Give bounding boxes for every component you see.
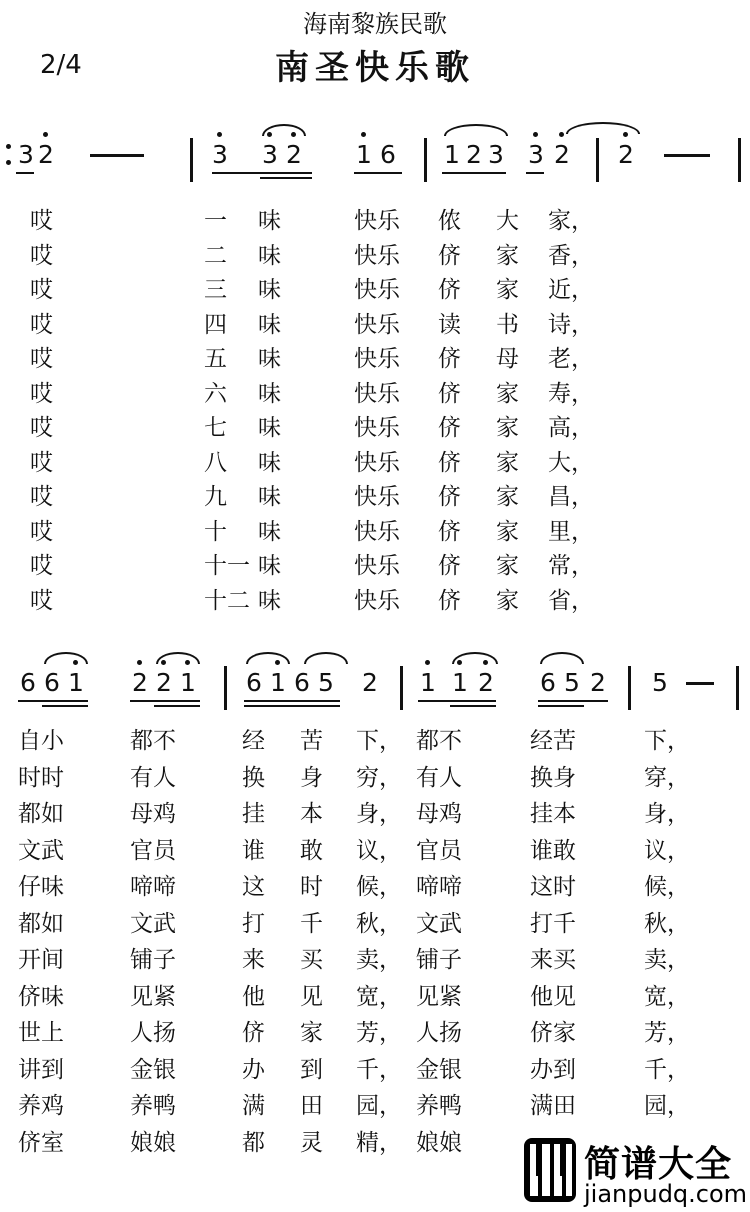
notation-line-2 [0,668,750,718]
lyric-cell: 来买 [530,947,576,973]
octave-dot [361,132,366,137]
lyric-cell: 快乐 [354,587,400,614]
lyric-cell: 侪 [438,449,461,476]
underline [42,705,88,707]
barline [224,666,227,710]
lyric-cell: 下， [644,728,690,754]
lyric-row [0,239,750,273]
lyric-cell: 本 [300,801,323,827]
song-subtitle: 海南黎族民歌 [303,10,447,38]
lyric-cell: 见 [300,983,323,1010]
underline [538,700,608,702]
lyric-cell: 味 [258,380,281,407]
lyric-cell: 十二 [204,587,250,614]
lyric-cell: 味 [258,242,281,269]
lyric-cell: 宽， [356,983,402,1010]
lyric-cell: 时 [300,874,323,900]
lyric-cell: 快乐 [354,380,400,407]
lyric-cell: 书 [496,311,519,338]
lyric-cell: 挂 [242,801,265,827]
underline [354,172,402,174]
lyric-row [0,797,750,831]
lyric-cell: 十 [204,518,227,545]
lyric-row [0,204,750,238]
lyric-cell: 娘娘 [416,1129,462,1156]
lyric-cell: 经苦 [530,728,576,754]
lyric-cell: 昌， [548,484,594,510]
note: 3 [262,140,278,169]
lyric-cell: 快乐 [354,277,400,303]
tie-slur [304,652,348,664]
lyric-row [0,308,750,342]
lyric-cell: 芳， [356,1020,402,1046]
lyric-cell: 铺子 [416,947,462,973]
note: 2 [286,140,302,169]
lyric-cell: 卖， [356,947,402,973]
lyric-cell: 近， [548,277,594,303]
lyric-cell: 仔味 [18,874,64,900]
lyric-row [0,1089,750,1123]
lyric-cell: 这时 [530,874,576,900]
lyric-cell: 侪 [438,380,461,407]
lyric-cell: 哎 [30,208,53,234]
octave-dot [623,132,628,137]
lyric-cell: 哎 [30,380,53,407]
lyric-cell: 常， [548,553,594,579]
lyric-cell: 娘娘 [130,1129,176,1156]
note: 2 [466,140,482,169]
lyric-cell: 侪 [242,1020,265,1046]
lyric-cell: 三 [204,277,227,303]
lyric-row [0,1053,750,1087]
note: 6 [380,140,396,169]
lyric-cell: 二 [204,242,227,269]
lyric-cell: 讲到 [18,1056,64,1083]
note: 1 [444,140,460,169]
lyric-cell: 哎 [30,587,53,614]
underline [418,700,496,702]
piano-keys-icon [522,1136,578,1204]
lyric-row [0,584,750,618]
lyric-row [0,907,750,941]
lyric-cell: 养鸭 [416,1093,462,1119]
underline [260,177,312,179]
octave-dot [137,660,142,665]
lyrics-block-2 [0,724,750,1164]
lyric-cell: 养鸡 [18,1093,64,1119]
lyric-cell: 到 [300,1056,323,1083]
lyric-cell: 办到 [530,1056,576,1083]
lyric-cell: 都不 [130,728,176,754]
note: 6 [44,668,60,697]
lyric-cell: 味 [258,587,281,614]
lyric-cell: 家 [496,553,519,579]
lyric-cell: 快乐 [354,346,400,372]
lyric-cell: 时时 [18,764,64,791]
lyric-cell: 味 [258,484,281,510]
lyric-cell: 铺子 [130,947,176,973]
lyric-cell: 家 [496,380,519,407]
lyric-cell: 身， [356,801,402,827]
lyric-cell: 味 [258,449,281,476]
lyric-cell: 都 [242,1129,265,1156]
lyric-cell: 十一 [204,553,250,579]
tie-slur [540,652,584,664]
lyric-cell: 金银 [416,1056,462,1083]
lyric-cell: 哎 [30,242,53,269]
lyric-cell: 身 [300,764,323,791]
lyric-cell: 四 [204,311,227,338]
lyric-cell: 穷， [356,764,402,791]
tie-slur [566,122,640,134]
lyrics-block-1 [0,204,750,624]
lyric-cell: 候， [356,874,402,900]
note: 2 [156,668,172,697]
note: 2 [132,668,148,697]
lyric-cell: 满 [242,1093,265,1119]
lyric-cell: 文武 [416,910,462,937]
underline [18,700,88,702]
lyric-cell: 侪 [438,553,461,579]
lyric-cell: 侪 [438,346,461,372]
lyric-cell: 敢 [300,837,323,864]
lyric-cell: 有人 [416,764,462,791]
lyric-cell: 官员 [130,837,176,864]
tie-slur [444,124,508,136]
lyric-cell: 九 [204,484,227,510]
lyric-cell: 千， [356,1056,402,1083]
lyric-cell: 侪 [438,484,461,510]
lyric-row [0,411,750,445]
lyric-cell: 母鸡 [416,801,462,827]
lyric-cell: 宽， [644,983,690,1010]
barline [424,138,427,182]
lyric-cell: 身， [644,801,690,827]
lyric-cell: 园， [644,1093,690,1119]
lyric-cell: 快乐 [354,449,400,476]
underline [538,705,584,707]
lyric-cell: 文武 [130,910,176,937]
tie-slur [262,124,306,136]
tie-slur [44,652,88,664]
note: 2 [554,140,570,169]
lyric-cell: 满田 [530,1093,576,1119]
lyric-cell: 诗， [548,311,594,338]
lyric-cell: 下， [356,728,402,754]
lyric-cell: 母 [496,346,519,372]
lyric-cell: 侪 [438,415,461,441]
underline [212,172,312,174]
note: 1 [452,668,468,697]
lyric-cell: 快乐 [354,208,400,234]
lyric-cell: 快乐 [354,484,400,510]
note: 2 [590,668,606,697]
underline [450,705,496,707]
barline [596,138,599,182]
lyric-cell: 味 [258,208,281,234]
lyric-row [0,834,750,868]
note: 3 [488,140,504,169]
lyric-cell: 议， [644,837,690,864]
lyric-cell: 打千 [530,910,576,937]
note: 6 [540,668,556,697]
note: 3 [212,140,228,169]
lyric-cell: 侪家 [530,1020,576,1046]
lyric-cell: 大 [496,208,519,234]
underline [442,172,506,174]
tie-slur [246,652,290,664]
lyric-cell: 都如 [18,910,64,937]
lyric-cell: 换 [242,764,265,791]
lyric-row [0,761,750,795]
lyric-cell: 五 [204,346,227,372]
lyric-cell: 味 [258,311,281,338]
lyric-cell: 侪味 [18,983,64,1010]
lyric-cell: 芳， [644,1020,690,1046]
lyric-row [0,943,750,977]
note: 2 [618,140,634,169]
lyric-cell: 哎 [30,449,53,476]
lyric-cell: 开间 [18,947,64,973]
time-signature: 2/4 [40,50,82,80]
lyric-cell: 秋， [356,910,402,937]
note: 5 [652,668,668,697]
lyric-row [0,724,750,758]
underline [244,705,340,707]
dash [686,682,714,685]
tie-slur [156,652,200,664]
lyric-cell: 他 [242,983,265,1010]
lyric-cell: 高， [548,415,594,441]
repeat-dot [6,144,11,149]
lyric-row [0,980,750,1014]
lyric-cell: 都如 [18,801,64,827]
note: 1 [420,668,436,697]
lyric-row [0,549,750,583]
lyric-cell: 自小 [18,728,64,754]
lyric-cell: 省， [548,587,594,614]
note: 6 [246,668,262,697]
lyric-cell: 家 [300,1020,323,1046]
lyric-cell: 哎 [30,518,53,545]
underline [16,172,34,174]
lyric-cell: 人扬 [130,1020,176,1046]
note: 2 [362,668,378,697]
lyric-cell: 母鸡 [130,801,176,827]
lyric-cell: 一 [204,208,227,234]
octave-dot [425,660,430,665]
lyric-cell: 有人 [130,764,176,791]
lyric-cell: 千， [644,1056,690,1083]
lyric-cell: 大， [548,449,594,476]
underline [244,700,340,702]
lyric-cell: 园， [356,1093,402,1119]
lyric-cell: 千 [300,910,323,937]
lyric-cell: 精， [356,1129,402,1156]
lyric-cell: 养鸭 [130,1093,176,1119]
lyric-cell: 家 [496,484,519,510]
lyric-cell: 味 [258,346,281,372]
note: 5 [318,668,334,697]
lyric-cell: 八 [204,449,227,476]
notation-line-1 [0,140,750,200]
lyric-cell: 家 [496,449,519,476]
lyric-cell: 家 [496,518,519,545]
lyric-row [0,377,750,411]
lyric-cell: 啼啼 [416,874,462,900]
lyric-cell: 哎 [30,346,53,372]
lyric-cell: 寿， [548,380,594,407]
lyric-cell: 快乐 [354,518,400,545]
octave-dot [217,132,222,137]
lyric-cell: 哎 [30,484,53,510]
lyric-cell: 秋， [644,910,690,937]
note: 3 [18,140,34,169]
lyric-cell: 侪 [438,277,461,303]
lyric-cell: 办 [242,1056,265,1083]
lyric-cell: 里， [548,518,594,545]
lyric-cell: 金银 [130,1056,176,1083]
octave-dot [43,132,48,137]
barline [190,138,193,182]
note: 1 [68,668,84,697]
song-title: 南圣快乐歌 [275,48,475,88]
lyric-cell: 官员 [416,837,462,864]
note: 3 [528,140,544,169]
note: 1 [180,668,196,697]
lyric-cell: 谁 [242,837,265,864]
tie-slur [452,652,498,664]
logo-url: jianpudq.com [584,1180,748,1208]
lyric-cell: 侪室 [18,1129,64,1156]
octave-dot [559,132,564,137]
note: 2 [38,140,54,169]
lyric-cell: 这 [242,874,265,900]
lyric-cell: 见紧 [130,983,176,1010]
lyric-cell: 人扬 [416,1020,462,1046]
lyric-cell: 快乐 [354,311,400,338]
lyric-cell: 哎 [30,311,53,338]
lyric-cell: 灵 [300,1129,323,1156]
lyric-cell: 家 [496,587,519,614]
lyric-cell: 打 [242,910,265,937]
lyric-cell: 来 [242,947,265,973]
site-logo [522,1136,746,1208]
lyric-cell: 穿， [644,764,690,791]
lyric-cell: 快乐 [354,242,400,269]
lyric-cell: 都不 [416,728,462,754]
lyric-cell: 卖， [644,947,690,973]
lyric-cell: 挂本 [530,801,576,827]
dash [90,154,144,157]
barline [400,666,403,710]
repeat-dot [6,160,11,165]
lyric-cell: 啼啼 [130,874,176,900]
lyric-cell: 味 [258,518,281,545]
octave-dot [533,132,538,137]
dash [664,154,710,157]
barline [628,666,631,710]
barline [736,666,739,710]
lyric-cell: 经 [242,728,265,754]
lyric-cell: 哎 [30,553,53,579]
lyric-cell: 议， [356,837,402,864]
lyric-row [0,515,750,549]
lyric-cell: 田 [300,1093,323,1119]
lyric-cell: 他见 [530,983,576,1010]
lyric-cell: 快乐 [354,553,400,579]
lyric-row [0,480,750,514]
lyric-cell: 味 [258,415,281,441]
underline [130,700,200,702]
lyric-cell: 家 [496,277,519,303]
lyric-cell: 哎 [30,277,53,303]
lyric-cell: 苦 [300,728,323,754]
lyric-cell: 买 [300,947,323,973]
note: 6 [294,668,310,697]
lyric-cell: 文武 [18,837,64,864]
lyric-cell: 家， [548,208,594,234]
lyric-row [0,1016,750,1050]
lyric-row [0,273,750,307]
note: 5 [564,668,580,697]
lyric-cell: 哎 [30,415,53,441]
lyric-cell: 谁敢 [530,837,576,864]
lyric-cell: 香， [548,242,594,269]
note: 1 [270,668,286,697]
lyric-cell: 家 [496,415,519,441]
lyric-cell: 侪 [438,518,461,545]
barline [738,138,741,182]
lyric-cell: 见紧 [416,983,462,1010]
lyric-cell: 换身 [530,764,576,791]
lyric-cell: 七 [204,415,227,441]
lyric-row [0,342,750,376]
lyric-row [0,446,750,480]
lyric-cell: 味 [258,553,281,579]
lyric-row [0,870,750,904]
lyric-cell: 侪 [438,587,461,614]
underline [154,705,200,707]
note: 2 [478,668,494,697]
lyric-cell: 候， [644,874,690,900]
note: 6 [20,668,36,697]
lyric-cell: 快乐 [354,415,400,441]
lyric-cell: 老， [548,346,594,372]
lyric-cell: 家 [496,242,519,269]
lyric-cell: 侪 [438,242,461,269]
lyric-cell: 侬 [438,208,461,234]
lyric-cell: 六 [204,380,227,407]
lyric-cell: 读 [438,311,461,338]
lyric-cell: 世上 [18,1020,64,1046]
lyric-cell: 味 [258,277,281,303]
underline [526,172,544,174]
note: 1 [356,140,372,169]
logo-name: 简谱大全 [584,1144,733,1185]
